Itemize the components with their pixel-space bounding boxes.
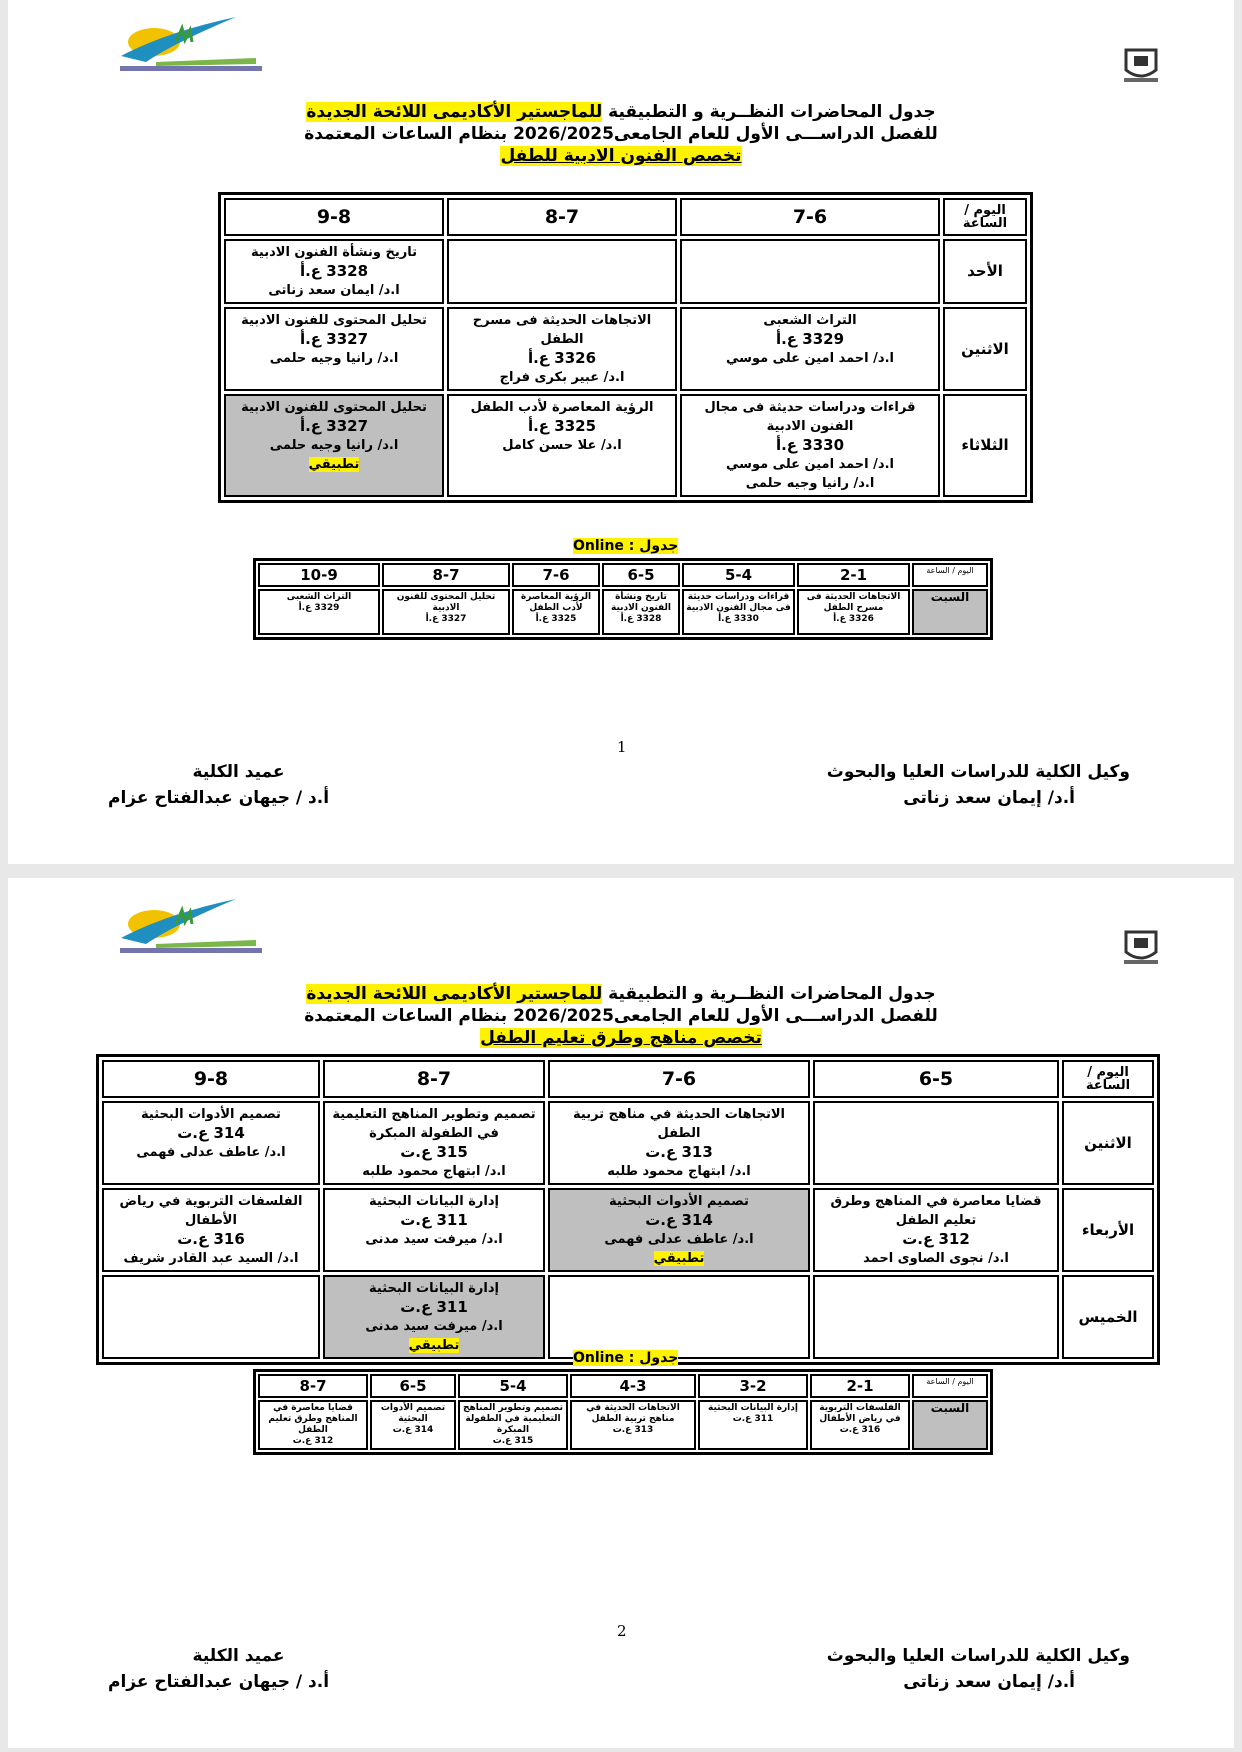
day-cell: الأحد: [943, 239, 1027, 304]
vice-dean-name: أ.د/ إيمان سعد زناتى: [903, 1672, 1075, 1692]
course-cell: [680, 239, 940, 304]
course-code: 313 ع.ت: [645, 1143, 713, 1161]
course-cell: [224, 239, 444, 304]
course-name: التراث الشعبى: [763, 313, 857, 328]
course-name: تحليل المحتوى للفنون الادبية: [241, 313, 427, 328]
course-name: الرؤية المعاصرة لأدب الطفل: [470, 400, 654, 415]
course-name: تصميم وتطوير المناهج التعليمية في الطفولة المبكرة: [332, 1107, 536, 1141]
title-line-2: للفصل الدراســـى الأول للعام الجامعى2026/2025 بنظام الساعات المعتمدة: [304, 124, 938, 144]
course-name: الاتجاهات الحديثة فى مسرح الطفل: [472, 313, 652, 347]
course-cell: [813, 1101, 1059, 1185]
document-page-2: [8, 878, 1234, 1748]
course-name: إدارة البيانات البحثية: [369, 1194, 499, 1209]
course-code: 315 ع.ت: [492, 1436, 534, 1446]
schedule-table: [218, 192, 1033, 503]
online-slot-header: 5-4: [458, 1374, 568, 1398]
instructor-name: ا.د/ نجوى الصاوى احمد: [863, 1251, 1009, 1266]
day-hour-header: اليوم / الساعة: [912, 1374, 988, 1398]
online-row: [258, 1400, 988, 1450]
course-code: 3327 ع.أ: [299, 417, 369, 435]
vice-dean-title: وكيل الكلية للدراسات العليا والبحوث: [826, 762, 1130, 782]
course-cell: [680, 307, 940, 391]
dean-signature: [108, 1643, 329, 1695]
course-name: تحليل المحتوى للفنون الادبية: [396, 592, 496, 613]
dean-title: عميد الكلية: [192, 762, 285, 782]
online-schedule-label: جدول : Online: [573, 538, 679, 554]
course-code: 312 ع.ت: [902, 1230, 970, 1248]
slot-header: 6-5: [813, 1060, 1059, 1098]
specialization-title: تخصص الفنون الادبية للطفل: [500, 146, 742, 166]
slot-header: 7-6: [680, 198, 940, 236]
table-row: [102, 1188, 1154, 1272]
course-code: 316 ع.ت: [839, 1425, 881, 1435]
online-course-cell: [258, 1400, 368, 1450]
course-code: 3329 ع.أ: [298, 603, 340, 613]
course-name: تصميم الأدوات البحثية: [380, 1403, 446, 1424]
course-cell: [323, 1275, 545, 1359]
day-cell: السبت: [912, 589, 988, 635]
course-code: 311 ع.ت: [400, 1298, 468, 1316]
course-code: 314 ع.ت: [392, 1425, 434, 1435]
course-code: 3330 ع.أ: [775, 436, 845, 454]
title-highlight: للماجستير الأكاديمى اللائحة الجديدة: [306, 984, 603, 1004]
online-course-cell: [602, 589, 680, 635]
course-cell: [102, 1188, 320, 1272]
practical-tag: [328, 1336, 540, 1355]
online-slot-header: 2-1: [797, 563, 910, 587]
course-cell: [447, 394, 677, 497]
table-header-row: [102, 1060, 1154, 1098]
schedule-table: [96, 1054, 1160, 1365]
course-name: الفلسفات التربوية في رياض الأطفال: [119, 1194, 303, 1228]
table-row: [102, 1101, 1154, 1185]
course-cell: [102, 1275, 320, 1359]
university-logo: [1120, 928, 1162, 968]
page-number: 1: [617, 738, 627, 756]
course-code: 3327 ع.أ: [425, 614, 467, 624]
course-code: 3326 ع.أ: [527, 349, 597, 367]
course-cell: [680, 394, 940, 497]
course-name: الفلسفات التربوية في رياض الأطفال: [819, 1403, 901, 1424]
course-code: 3330 ع.أ: [718, 614, 759, 624]
table-row: [224, 239, 1027, 304]
online-course-cell: [570, 1400, 696, 1450]
course-cell: [224, 307, 444, 391]
course-cell: [447, 307, 677, 391]
table-row: [102, 1275, 1154, 1359]
day-cell: الأربعاء: [1062, 1188, 1154, 1272]
instructor-name: ا.د/ ميرفت سيد مدنى: [365, 1232, 503, 1247]
instructor-name: ا.د/ السيد عبد القادر شريف: [123, 1251, 299, 1266]
day-cell: السبت: [912, 1400, 988, 1450]
instructor-name: ا.د/ احمد امين على موسي: [726, 457, 894, 472]
online-slot-header: 2-1: [810, 1374, 910, 1398]
page1-title-block: [8, 101, 1234, 167]
online-schedule-table: [253, 1369, 993, 1455]
slot-header: 8-7: [447, 198, 677, 236]
course-cell: [813, 1188, 1059, 1272]
practical-tag-label: تطبيقي: [653, 1251, 705, 1266]
title-line-1: جدول المحاضرات النظــرية و التطبيقية للماجستير الأكاديمى اللائحة الجديدة: [306, 102, 936, 122]
online-schedule-table: [253, 558, 993, 640]
course-code: 3329 ع.أ: [775, 330, 845, 348]
page-number: 2: [617, 1622, 627, 1640]
dean-signature: [108, 759, 329, 811]
course-code: 311 ع.ت: [732, 1414, 774, 1424]
slot-header: 8-7: [323, 1060, 545, 1098]
online-row: [258, 589, 988, 635]
day-cell: الاثنين: [1062, 1101, 1154, 1185]
online-course-cell: [370, 1400, 456, 1450]
online-course-cell: [382, 589, 510, 635]
online-slot-header: 7-6: [512, 563, 600, 587]
course-name: إدارة البيانات البحثية: [708, 1403, 798, 1413]
practical-tag-label: تطبيقي: [308, 457, 360, 472]
course-name: إدارة البيانات البحثية: [369, 1281, 499, 1296]
course-code: 314 ع.ت: [177, 1124, 245, 1142]
table-header-row: [224, 198, 1027, 236]
online-header-row: [258, 1374, 988, 1398]
slot-header: 9-8: [224, 198, 444, 236]
instructor-name: ا.د/ رانيا وجيه حلمى: [269, 351, 399, 366]
instructor-name: ا.د/ ابتهاج محمود طلبه: [362, 1164, 506, 1179]
online-course-cell: [682, 589, 795, 635]
instructor-name: ا.د/ عبير بكرى فراج: [499, 370, 625, 385]
online-course-cell: [458, 1400, 568, 1450]
course-name: تاريخ ونشأة الفنون الادبية: [251, 245, 417, 260]
vice-dean-name: أ.د/ إيمان سعد زناتى: [903, 788, 1075, 808]
title-highlight: للماجستير الأكاديمى اللائحة الجديدة: [306, 102, 603, 122]
table-row: [224, 307, 1027, 391]
course-code: 3327 ع.أ: [299, 330, 369, 348]
course-name: تاريخ ونشأة الفنون الادبية: [611, 592, 671, 613]
online-slot-header: 8-7: [382, 563, 510, 587]
course-name: قضايا معاصرة في المناهج وطرق تعليم الطفل: [830, 1194, 1042, 1228]
course-cell: [102, 1101, 320, 1185]
online-slot-header: 6-5: [602, 563, 680, 587]
vice-dean-signature: [827, 1643, 1130, 1695]
course-name: الرؤية المعاصرة لأدب الطفل: [520, 592, 592, 613]
online-slot-header: 5-4: [682, 563, 795, 587]
instructor-name: ا.د/ ابتهاج محمود طلبه: [607, 1164, 751, 1179]
course-code: 3326 ع.أ: [833, 614, 874, 624]
course-code: 315 ع.ت: [400, 1143, 468, 1161]
online-course-cell: [512, 589, 600, 635]
online-course-cell: [810, 1400, 910, 1450]
course-code: 3328 ع.أ: [620, 614, 662, 624]
page2-title-block: [8, 983, 1234, 1049]
online-slot-header: 4-3: [570, 1374, 696, 1398]
vice-dean-signature: [827, 759, 1130, 811]
title-line-2: للفصل الدراســـى الأول للعام الجامعى2026/2025 بنظام الساعات المعتمدة: [304, 1006, 938, 1026]
course-cell: [323, 1188, 545, 1272]
online-header-row: [258, 563, 988, 587]
online-course-cell: [698, 1400, 808, 1450]
course-name: قضايا معاصرة في المناهج وطرق تعليم الطفل: [268, 1403, 358, 1435]
course-code: 316 ع.ت: [177, 1230, 245, 1248]
document-page-1: [8, 0, 1234, 864]
course-cell: [548, 1275, 810, 1359]
course-name: تصميم وتطوير المناهج التعليمية في الطفولة المبكرة: [463, 1403, 563, 1435]
course-name: التراث الشعبى: [286, 592, 352, 602]
day-hour-header: اليوم / الساعة: [912, 563, 988, 587]
instructor-name: ا.د/ علا حسن كامل: [502, 438, 622, 453]
course-name: الاتجاهات الحديثة في مناهج تربية الطفل: [586, 1403, 680, 1424]
dean-name: أ.د / جيهان عبدالفتاح عزام: [108, 1672, 330, 1692]
instructor-name: ا.د/ ايمان سعد زناتى: [268, 283, 400, 298]
course-cell: [224, 394, 444, 497]
online-slot-header: 8-7: [258, 1374, 368, 1398]
course-name: الاتجاهات الحديثة فى مسرح الطفل: [806, 592, 901, 613]
course-name: قراءات ودراسات حديثة فى مجال الفنون الادبية: [704, 400, 916, 434]
course-code: 3325 ع.أ: [535, 614, 577, 624]
day-hour-header: اليوم / الساعة: [943, 198, 1027, 236]
course-code: 3328 ع.أ: [299, 262, 369, 280]
day-cell: الثلاثاء: [943, 394, 1027, 497]
practical-tag: [229, 455, 439, 474]
slot-header: 7-6: [548, 1060, 810, 1098]
dean-title: عميد الكلية: [192, 1646, 285, 1666]
course-name: تصميم الأدوات البحثية: [141, 1107, 281, 1122]
college-logo: [116, 894, 266, 956]
instructor-name: ا.د/ عاطف عدلى فهمى: [136, 1145, 286, 1160]
title-line-1: جدول المحاضرات النظــرية و التطبيقية للماجستير الأكاديمى اللائحة الجديدة: [306, 984, 936, 1004]
slot-header: 9-8: [102, 1060, 320, 1098]
course-cell: [548, 1101, 810, 1185]
course-cell: [323, 1101, 545, 1185]
instructor-name: ا.د/ احمد امين على موسي: [726, 351, 894, 366]
college-logo: [116, 12, 266, 74]
day-hour-header: اليوم / الساعة: [1062, 1060, 1154, 1098]
course-code: 313 ع.ت: [612, 1425, 654, 1435]
table-row: [224, 394, 1027, 497]
online-course-cell: [258, 589, 380, 635]
day-cell: الخميس: [1062, 1275, 1154, 1359]
course-code: 311 ع.ت: [400, 1211, 468, 1229]
course-code: 312 ع.ت: [292, 1436, 334, 1446]
instructor-name: ا.د/ رانيا وجيه حلمى: [269, 438, 399, 453]
instructor-name: ا.د/ رانيا وجيه حلمى: [745, 476, 875, 491]
online-slot-header: 10-9: [258, 563, 380, 587]
online-slot-header: 3-2: [698, 1374, 808, 1398]
dean-name: أ.د / جيهان عبدالفتاح عزام: [108, 788, 330, 808]
specialization-title: تخصص مناهج وطرق تعليم الطفل: [480, 1028, 762, 1048]
practical-tag: [553, 1249, 805, 1268]
course-cell: [548, 1188, 810, 1272]
day-cell: الاثنين: [943, 307, 1027, 391]
course-name: تحليل المحتوى للفنون الادبية: [241, 400, 427, 415]
vice-dean-title: وكيل الكلية للدراسات العليا والبحوث: [826, 1646, 1130, 1666]
course-code: 314 ع.ت: [645, 1211, 713, 1229]
course-code: 3325 ع.أ: [527, 417, 597, 435]
online-schedule-label: جدول : Online: [573, 1350, 679, 1366]
course-cell: [447, 239, 677, 304]
course-cell: [813, 1275, 1059, 1359]
online-course-cell: [797, 589, 910, 635]
practical-tag-label: تطبيقي: [408, 1338, 460, 1353]
course-name: الاتجاهات الحديثة في مناهج تربية الطفل: [573, 1107, 785, 1141]
university-logo: [1120, 46, 1162, 86]
instructor-name: ا.د/ ميرفت سيد مدنى: [365, 1319, 503, 1334]
instructor-name: ا.د/ عاطف عدلى فهمى: [604, 1232, 754, 1247]
online-slot-header: 6-5: [370, 1374, 456, 1398]
course-name: تصميم الأدوات البحثية: [609, 1194, 749, 1209]
course-name: قراءات ودراسات حديثة فى مجال الفنون الادبية: [686, 592, 791, 613]
